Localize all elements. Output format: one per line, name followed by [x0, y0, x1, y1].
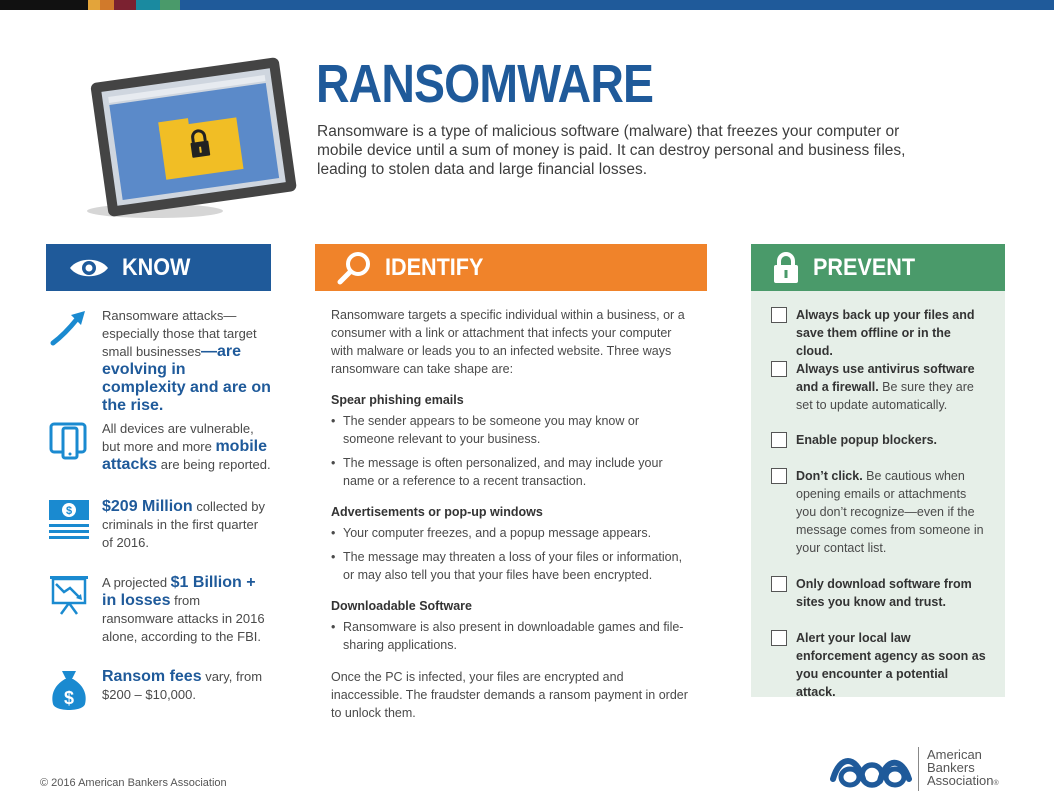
intro-paragraph: Ransomware is a type of malicious software (malware) that freezes your computer or mobile device until a sum of money is paid. It can destroy personal and business files, leading to stolen data and large financial losses.: [317, 123, 906, 178]
mobile-devices-icon: [49, 420, 89, 462]
registered-mark: ®: [993, 780, 999, 787]
prevent-item-bold: Alert your local law enforcement agency as soon as you encounter a potential attack.: [796, 631, 986, 699]
bullet-list: [331, 412, 691, 490]
bullet-item: • The message is often personalized, and may include your name or a reference to a recent transaction.: [331, 454, 691, 490]
section-title: Advertisements or pop-up windows: [331, 505, 543, 519]
prevent-item-bold: Enable popup blockers.: [796, 433, 937, 447]
know-item-highlight: —are evolving in complexity and are on the rise.: [102, 343, 271, 414]
section-title: Spear phishing emails: [331, 393, 464, 407]
prevent-item: [771, 360, 996, 414]
know-item: [46, 574, 276, 646]
prevent-item: [771, 575, 996, 611]
eye-icon: [68, 256, 110, 280]
top-color-stripe: [0, 0, 1054, 10]
identify-header: [315, 244, 707, 291]
chart-down-icon: [48, 574, 90, 616]
identify-body: [331, 306, 691, 722]
know-item-text: All devices are vulnerable, but more and more: [102, 421, 254, 454]
prevent-item: [771, 306, 996, 360]
copyright-text: © 2016 American Bankers Association: [40, 777, 227, 789]
prevent-item: [771, 467, 996, 557]
bullet-item: • The message may threaten a loss of your files or information, or may also tell you that your files have been encrypted.: [331, 548, 691, 584]
know-heading: KNOW: [122, 253, 191, 281]
magnifier-icon: [337, 250, 373, 286]
checkbox[interactable]: [771, 432, 787, 448]
know-item-text: A projected: [102, 575, 171, 590]
prevent-item-text: Be cautious when opening emails or attachments you don’t recognize—even if the message comes from someone in your contact list.: [796, 469, 984, 555]
svg-text:$: $: [65, 505, 73, 517]
bullet-item: • Ransomware is also present in downloadable games and file-sharing applications.: [331, 618, 691, 654]
prevent-item-bold: Always use antivirus software and a firewall.: [796, 362, 975, 394]
know-item-text: Ransomware attacks—especially those that target small businesses: [102, 308, 257, 359]
know-item-text-tail: vary, from $200 – $10,000.: [102, 669, 263, 702]
bullet-list: [331, 524, 691, 584]
checkbox[interactable]: [771, 468, 787, 484]
padlock-icon: [771, 252, 801, 284]
know-item: [46, 420, 276, 474]
trend-up-arrow-icon: [49, 307, 89, 347]
logo-line: Bankers: [927, 760, 975, 775]
aba-logo: [830, 744, 1010, 794]
prevent-item-text: Be sure they are set to update automatically.: [796, 380, 974, 412]
checkbox[interactable]: [771, 361, 787, 377]
page-title: RANSOMWARE: [316, 54, 654, 114]
know-item: [46, 668, 276, 714]
logo-line: American: [927, 747, 982, 762]
prevent-heading: PREVENT: [813, 253, 916, 281]
identify-heading: IDENTIFY: [385, 253, 484, 281]
prevent-item-bold: Only download software from sites you know and trust.: [796, 577, 972, 609]
logo-line: Association: [927, 773, 994, 788]
checkbox[interactable]: [771, 307, 787, 323]
know-item-highlight: $1 Billion + in losses: [102, 574, 256, 609]
know-header: [46, 244, 271, 291]
know-item-highlight: mobile attacks: [102, 438, 268, 473]
know-item: [46, 498, 276, 552]
know-item-text-tail: are being reported.: [157, 457, 271, 472]
know-item: [46, 307, 276, 415]
money-bag-icon: [49, 668, 89, 714]
checkbox[interactable]: [771, 576, 787, 592]
identify-intro: Ransomware targets a specific individual within a business, or a consumer with a link or attachment that infects your computer with malware or leads you to an infected website. Three ways ransomware can take shape are:: [331, 308, 685, 376]
prevent-item: [771, 431, 996, 449]
aba-logo-mark-icon: [830, 749, 912, 789]
bullet-item: • Your computer freezes, and a popup message appears.: [331, 524, 691, 542]
section-title: Downloadable Software: [331, 599, 472, 613]
prevent-item: [771, 629, 996, 701]
know-item-highlight: $209 Million: [102, 498, 193, 515]
know-item-text-tail: collected by criminals in the first quarter of 2016.: [102, 499, 265, 550]
prevent-header: [751, 244, 1005, 291]
prevent-item-bold: Don’t click.: [796, 469, 863, 483]
svg-text:$: $: [63, 688, 75, 708]
checkbox[interactable]: [771, 630, 787, 646]
bullet-item: • The sender appears to be someone you may know or someone relevant to your business.: [331, 412, 691, 448]
money-stack-icon: [48, 498, 90, 542]
know-item-highlight: Ransom fees: [102, 668, 202, 685]
prevent-item-bold: Always back up your files and save them offline or in the cloud.: [796, 308, 975, 358]
bullet-list: [331, 618, 691, 654]
aba-logo-text: [927, 748, 999, 790]
identify-closing: Once the PC is infected, your files are encrypted and inaccessible. The fraudster demands a ransom payment in order to unlock them.: [331, 670, 688, 720]
know-item-text-tail: from ransomware attacks in 2016 alone, according to the FBI.: [102, 593, 265, 644]
tablet-locked-folder-illustration: [80, 48, 300, 223]
